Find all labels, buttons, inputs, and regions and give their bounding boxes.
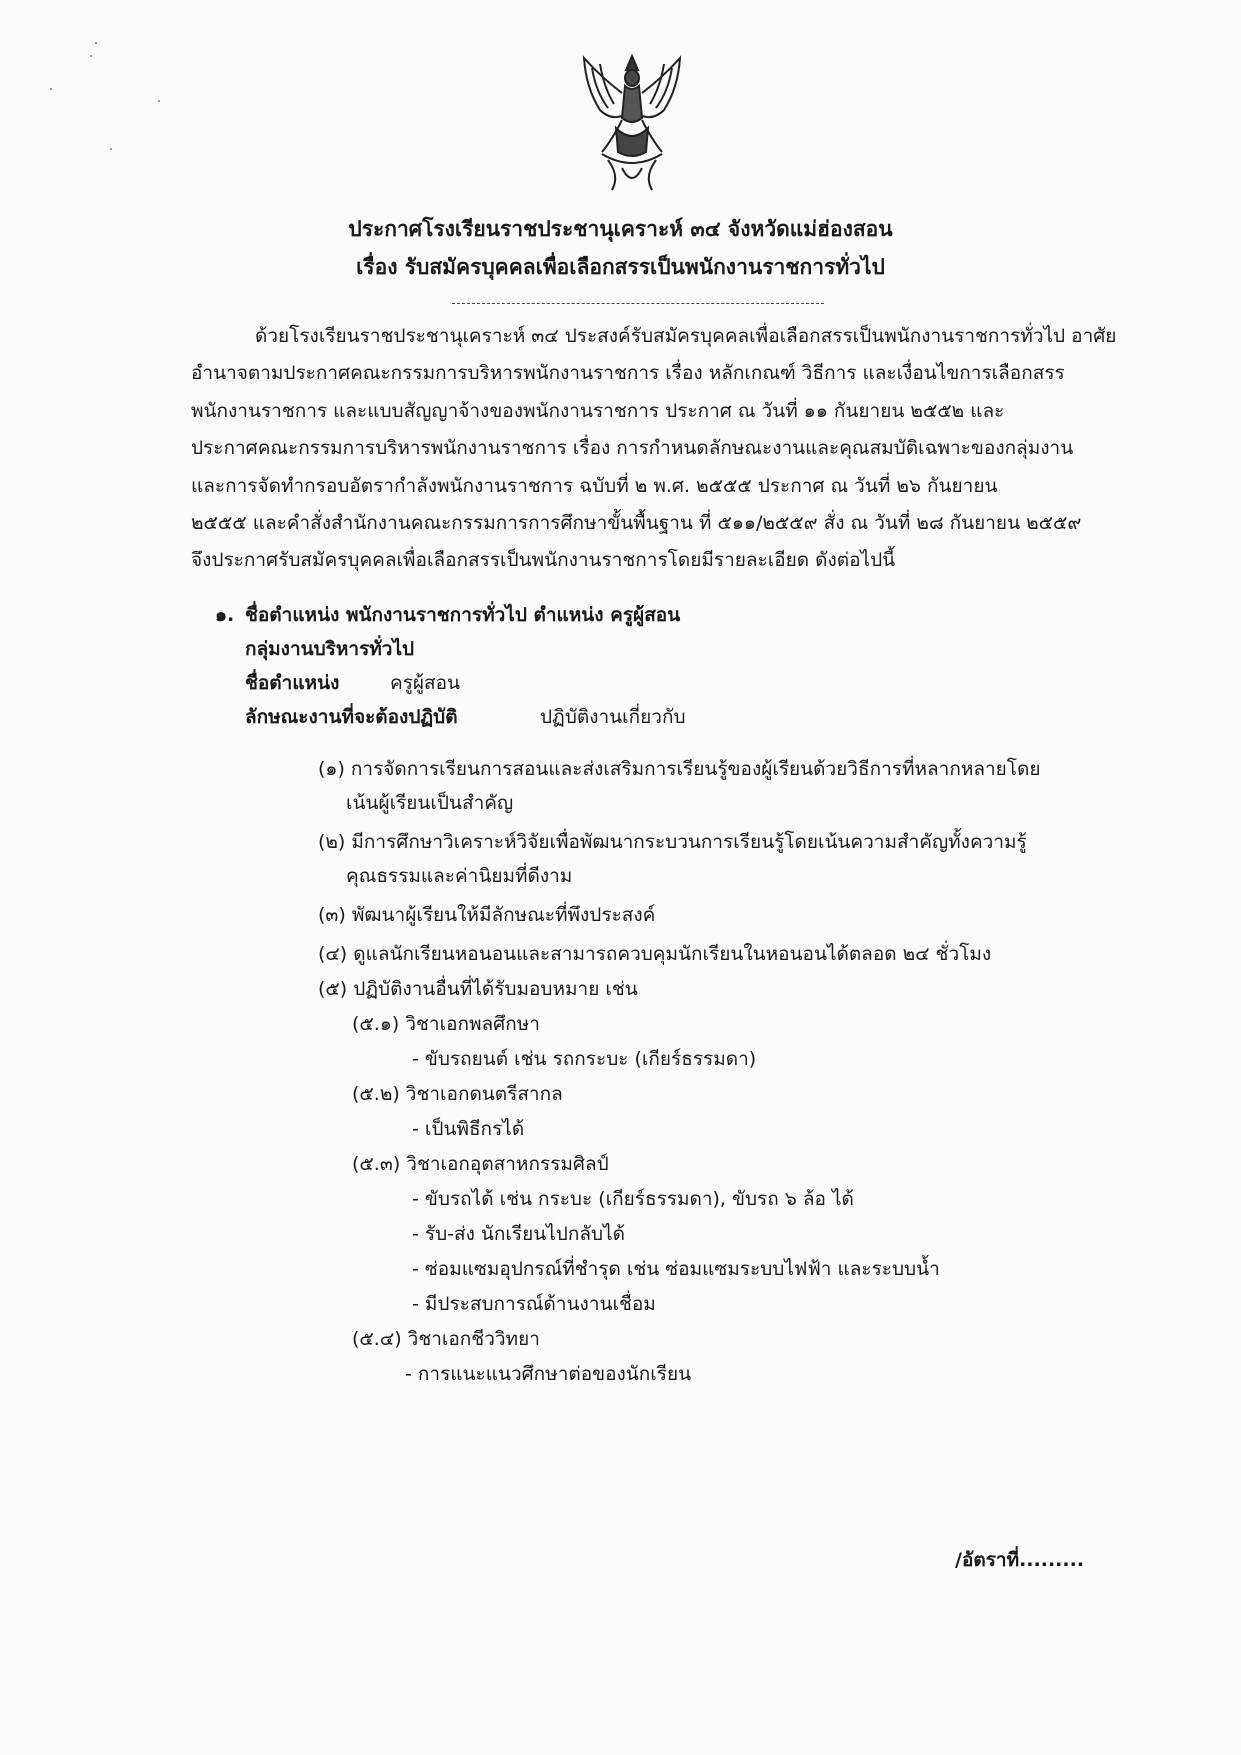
position-label: ชื่อตำแหน่ง xyxy=(245,672,340,694)
body-line: และการจัดทำกรอบอัตรากำลังพนักงานราชการ ฉบับที่ ๒ พ.ศ. ๒๕๕๕ ประกาศ ณ วันที่ ๒๖ กันยายน xyxy=(191,474,998,497)
continuation-marker: /อัตราที่......... xyxy=(955,1549,1085,1571)
scan-speck xyxy=(50,88,52,90)
title-line-1: ประกาศโรงเรียนราชประชานุเคราะห์ ๓๔ จังหวัดแม่ฮ่องสอน xyxy=(348,217,893,241)
section-heading: ชื่อตำแหน่ง พนักงานราชการทั่วไป ตำแหน่ง ครูผู้สอน xyxy=(245,604,681,626)
body-line: จึงประกาศรับสมัครบุคคลเพื่อเลือกสรรเป็นพนักงานราชการโดยมีรายละเอียด ดังต่อไปนี้ xyxy=(191,549,896,572)
scan-speck xyxy=(90,55,92,57)
sub-bullet: - เป็นพิธีกรได้ xyxy=(412,1118,525,1140)
sub-bullet: - ซ่อมแซมอุปกรณ์ที่ชำรุด เช่น ซ่อมแซมระบบไฟฟ้า และระบบน้ำ xyxy=(412,1258,940,1280)
position-value: ครูผู้สอน xyxy=(390,672,461,694)
duty-value: ปฏิบัติงานเกี่ยวกับ xyxy=(540,706,686,728)
group-name: กลุ่มงานบริหารทั่วไป xyxy=(245,638,415,660)
duty-item-cont: คุณธรรมและค่านิยมที่ดีงาม xyxy=(346,865,573,887)
body-line: ๒๕๕๕ และคำสั่งสำนักงานคณะกรรมการการศึกษาขั้นพื้นฐาน ที่ ๕๑๑/๒๕๕๙ สั่ง ณ วันที่ ๒๘ กันยายน ๒๕๕๙ xyxy=(191,511,1082,534)
sub-item: (๕.๑) วิชาเอกพลศึกษา xyxy=(352,1013,540,1035)
sub-bullet: - รับ-ส่ง นักเรียนไปกลับได้ xyxy=(412,1223,625,1245)
body-paragraph xyxy=(191,318,1117,580)
duty-item: (๕) ปฏิบัติงานอื่นที่ได้รับมอบหมาย เช่น xyxy=(318,978,638,1000)
body-line: ประกาศคณะกรรมการบริหารพนักงานราชการ เรื่อง การกำหนดลักษณะงานและคุณสมบัติเฉพาะของกลุ่มงาน xyxy=(191,437,1074,460)
sub-item: (๕.๔) วิชาเอกชีววิทยา xyxy=(352,1328,540,1350)
sub-item: (๕.๓) วิชาเอกอุตสาหกรรมศิลป์ xyxy=(352,1153,609,1175)
garuda-emblem-icon xyxy=(572,48,692,198)
scan-speck xyxy=(95,42,97,44)
sub-bullet: - ขับรถได้ เช่น กระบะ (เกียร์ธรรมดา), ขับรถ ๖ ล้อ ได้ xyxy=(412,1188,854,1210)
sub-bullet: - มีประสบการณ์ด้านงานเชื่อม xyxy=(412,1293,656,1315)
body-line: พนักงานราชการ และแบบสัญญาจ้างของพนักงานราชการ ประกาศ ณ วันที่ ๑๑ กันยายน ๒๕๕๒ และ xyxy=(191,399,1005,422)
duty-label: ลักษณะงานที่จะต้องปฏิบัติ xyxy=(245,706,458,728)
duty-item: (๔) ดูแลนักเรียนหอนอนและสามารถควบคุมนักเรียนในหอนอนได้ตลอด ๒๔ ชั่วโมง xyxy=(318,943,992,965)
title-divider xyxy=(452,303,824,304)
duty-item-cont: เน้นผู้เรียนเป็นสำคัญ xyxy=(346,792,514,814)
scan-speck xyxy=(158,100,160,102)
body-line: ด้วยโรงเรียนราชประชานุเคราะห์ ๓๔ ประสงค์รับสมัครบุคคลเพื่อเลือกสรรเป็นพนักงานราชการทั่วไป อาศัย xyxy=(255,325,1117,347)
duty-item: (๓) พัฒนาผู้เรียนให้มีลักษณะที่พึงประสงค์ xyxy=(318,904,656,926)
sub-item: (๕.๒) วิชาเอกดนตรีสากล xyxy=(352,1083,563,1105)
body-line: อำนาจตามประกาศคณะกรรมการบริหารพนักงานราชการ เรื่อง หลักเกณฑ์ วิธีการ และเงื่อนไขการเลือกสรร xyxy=(191,362,1065,385)
document-title xyxy=(0,210,1241,286)
duty-item: (๒) มีการศึกษาวิเคราะห์วิจัยเพื่อพัฒนากระบวนการเรียนรู้โดยเน้นความสำคัญทั้งความรู้ xyxy=(318,831,1027,853)
sub-bullet: - การแนะแนวศึกษาต่อของนักเรียน xyxy=(405,1363,692,1385)
scan-speck xyxy=(110,148,112,150)
duty-item: (๑) การจัดการเรียนการสอนและส่งเสริมการเรียนรู้ของผู้เรียนด้วยวิธีการที่หลากหลายโดย xyxy=(318,758,1041,780)
sub-bullet: - ขับรถยนต์ เช่น รถกระบะ (เกียร์ธรรมดา) xyxy=(412,1048,757,1070)
title-line-2: เรื่อง รับสมัครบุคคลเพื่อเลือกสรรเป็นพนักงานราชการทั่วไป xyxy=(356,255,885,279)
section-number: ๑. xyxy=(215,604,235,626)
